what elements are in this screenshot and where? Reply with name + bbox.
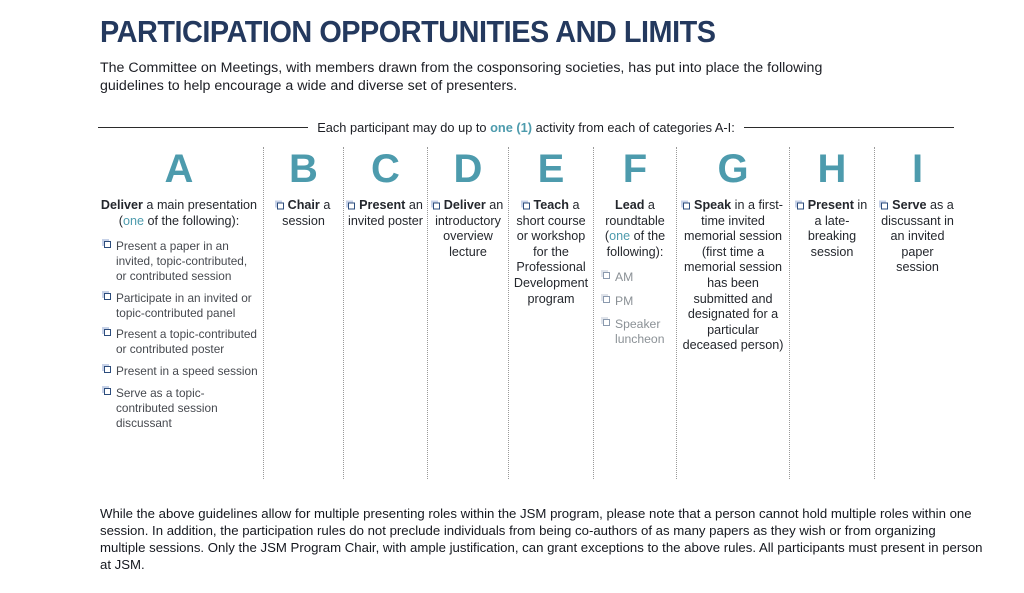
category-letter-A: A <box>164 146 194 191</box>
category-item-label: AM <box>615 270 634 285</box>
checkbox-icon <box>797 202 804 209</box>
rule-line-left <box>98 127 308 128</box>
category-letter-G: G <box>717 146 749 191</box>
category-header-segment: an introductory overview lecture <box>435 197 504 259</box>
page-title: PARTICIPATION OPPORTUNITIES AND LIMITS <box>100 14 716 49</box>
category-item <box>104 364 259 379</box>
category-header-segment: as a discussant in an invited paper session <box>881 197 954 275</box>
rule-text-prefix: Each participant may do up to <box>317 119 491 135</box>
category-header-segment: an invited poster <box>348 197 423 228</box>
checkbox-icon <box>523 202 530 209</box>
checkbox-icon <box>881 202 888 209</box>
category-item-label: Speaker luncheon <box>615 317 665 347</box>
rule-divider <box>98 120 954 135</box>
document-page <box>0 14 1024 593</box>
category-item-list <box>597 270 673 348</box>
checkbox-icon <box>433 202 440 209</box>
category-header-segment: in a first-time invited memorial session (first time a memorial session has been submitted and designated for a particular deceased person) <box>682 197 784 353</box>
category-header-segment: Deliver <box>443 197 486 212</box>
checkbox-icon <box>683 202 690 209</box>
category-item-label: Participate in an invited or topic-contributed panel <box>116 290 252 320</box>
category-item-list <box>98 239 260 430</box>
category-item-label: Present a topic-contributed or contributed poster <box>116 327 257 357</box>
checkbox-icon <box>104 241 111 248</box>
checkbox-icon <box>104 293 111 300</box>
category-header-segment: a session <box>282 197 331 228</box>
intro-text: The Committee on Meetings, with members drawn from the cosponsoring societies, has put into place the following guidelines to help encourage a wide and diverse set of presenters. <box>100 60 823 95</box>
category-header-segment: of the following): <box>144 213 240 228</box>
category-item-label: Present a paper in an invited, topic-contributed, or contributed session <box>116 239 248 283</box>
category-header <box>680 198 786 354</box>
category-header <box>793 198 871 260</box>
category-item <box>104 386 259 431</box>
rule-text-highlight: one (1) <box>490 119 533 135</box>
category-column-G <box>677 147 790 479</box>
category-letter-B: B <box>289 146 318 191</box>
category-header-segment: a short course or workshop for the Professional Development program <box>513 197 589 306</box>
category-column-E <box>509 147 594 479</box>
category-column-F <box>594 147 677 479</box>
category-letter-H: H <box>817 146 847 191</box>
checkbox-icon <box>603 296 610 303</box>
category-header <box>267 198 340 229</box>
category-item <box>603 270 672 285</box>
checkbox-icon <box>603 272 610 279</box>
category-letter-I: I <box>911 146 924 191</box>
category-header <box>512 198 590 307</box>
category-header-segment: Present <box>359 197 406 212</box>
categories-table <box>95 147 960 479</box>
category-item-label: Present in a speed session <box>116 364 258 379</box>
checkbox-icon <box>104 366 111 373</box>
category-header-segment: Teach <box>533 197 569 212</box>
checkbox-icon <box>277 202 284 209</box>
category-item <box>104 327 259 357</box>
category-header-segment: a main presentation ( <box>118 197 258 228</box>
category-item-label: Serve as a topic-contributed session discussant <box>116 386 218 430</box>
category-header <box>431 198 505 260</box>
category-header <box>597 198 673 260</box>
checkbox-icon <box>603 319 610 326</box>
category-header-segment: Speak <box>694 197 732 212</box>
category-header-segment: of the following): <box>606 229 666 259</box>
category-header-segment: Deliver <box>100 197 143 212</box>
category-item <box>603 294 672 309</box>
category-header <box>347 198 424 229</box>
category-letter-D: D <box>453 146 483 191</box>
rule-line-right <box>744 127 954 128</box>
category-header-segment: one <box>122 213 144 228</box>
category-column-I <box>875 147 960 479</box>
category-item-label: PM <box>615 293 634 308</box>
checkbox-icon <box>104 329 111 336</box>
checkbox-icon <box>104 388 111 395</box>
category-header-segment: one <box>609 229 631 244</box>
category-column-A <box>95 147 264 479</box>
checkbox-icon <box>348 202 355 209</box>
category-header <box>98 198 260 229</box>
category-item <box>104 291 259 321</box>
rule-text <box>308 120 744 135</box>
category-column-H <box>790 147 875 479</box>
footer-text: While the above guidelines allow for multiple presenting roles within the JSM program, please note that a person cannot hold multiple roles within one session. In addition, the participation rules do not preclude individuals from being co-authors of as many papers as they wish or from organizing multiple sessions. Only the JSM Program Chair, with ample justification, can grant exceptions to the above rules. All participants must present in person at JSM. <box>100 505 983 573</box>
category-header-segment: Serve <box>892 197 927 212</box>
category-item <box>603 317 672 348</box>
category-letter-C: C <box>371 146 400 191</box>
rule-text-suffix: activity from each of categories A-I: <box>532 119 735 135</box>
category-item <box>104 239 259 284</box>
category-header-segment: Chair <box>287 197 320 212</box>
category-header-segment: Present <box>807 197 854 212</box>
category-column-C <box>344 147 428 479</box>
category-column-B <box>264 147 344 479</box>
category-header <box>878 198 957 276</box>
category-header-segment: a roundtable ( <box>604 197 665 244</box>
category-header-segment: Lead <box>615 197 645 212</box>
category-letter-E: E <box>537 146 565 191</box>
category-letter-F: F <box>622 146 648 191</box>
category-column-D <box>428 147 509 479</box>
category-header-segment: in a late-breaking session <box>807 197 868 259</box>
